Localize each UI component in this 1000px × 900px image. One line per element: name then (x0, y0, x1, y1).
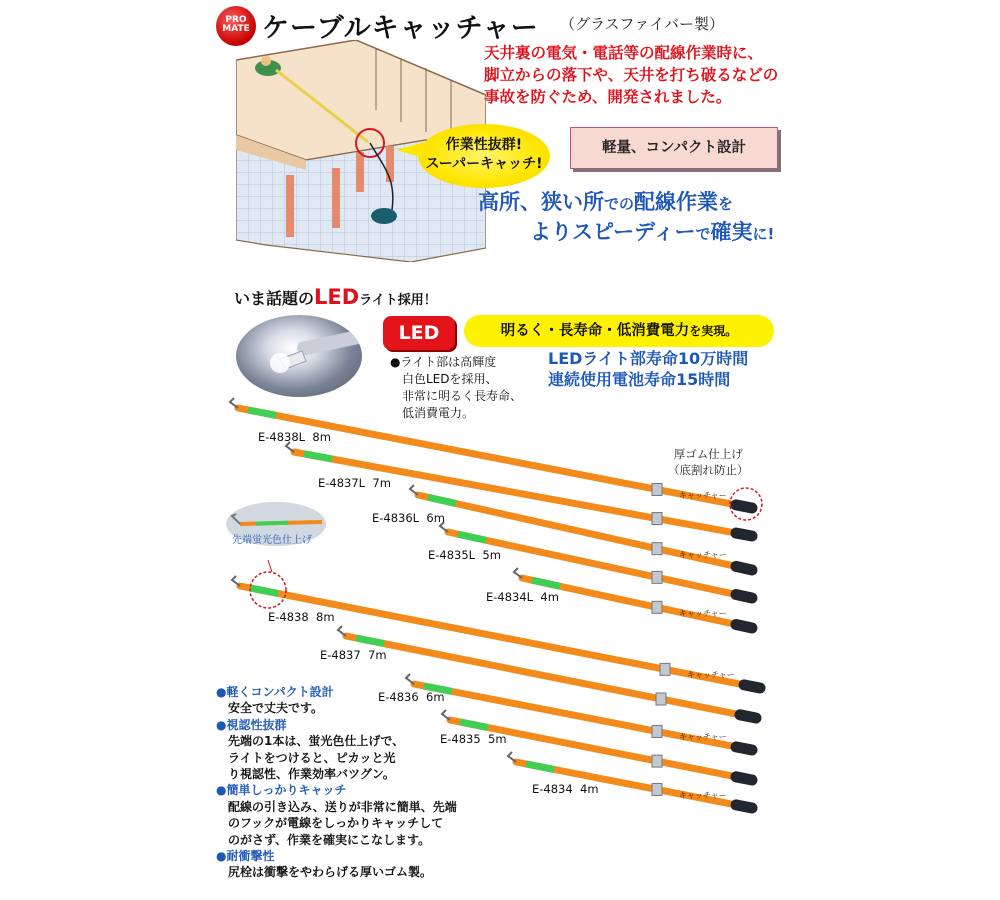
page-title: ケーブルキャッチャー (262, 13, 539, 44)
fluorescent-tip-label: 先端蛍光色仕上げ (232, 535, 312, 546)
led-heading-part: ライト採用！ (359, 293, 437, 308)
rubber-end-cap (736, 595, 752, 598)
hook-icon (406, 674, 414, 684)
slogan-part: で (695, 225, 711, 243)
rod-fluorescent-tip (304, 454, 332, 459)
model-label: E-4837 7m (320, 648, 387, 662)
led-desc-line: 非常に明るく長寿命、 (402, 389, 523, 403)
rod-clamp (652, 725, 662, 737)
feature-body: 尻栓は衝撃をやわらげる厚いゴム製。 (228, 865, 433, 880)
slogan-part: 配線作業 (634, 190, 719, 214)
led-desc-line: ●ライト部は高輝度 (390, 355, 497, 369)
logo-text-bottom: MATE (222, 24, 250, 35)
model-label: E-4835L 5m (428, 548, 501, 562)
rod-shaft (448, 532, 740, 595)
intro-lead-line: 脚立からの落下や、天井を打ち破るなどの (484, 66, 779, 84)
led-heading-part: いま話題の (234, 289, 315, 308)
led-life-line: LEDライト部寿命10万時間 (548, 349, 749, 368)
page-subtitle: （グラスファイバー製） (560, 15, 724, 33)
feature-body: のフックが電線をしっかりキャッチして (228, 816, 444, 831)
rod-fluorescent-tip (250, 588, 278, 593)
hook-icon (232, 576, 240, 586)
rod-fluorescent-tip (526, 764, 554, 769)
feature-body: 先端の1本は、蛍光色仕上げで、 (228, 734, 405, 749)
rod-clamp (652, 543, 662, 555)
rod-clamp (652, 755, 662, 767)
tip-pointer (268, 560, 272, 572)
feature-title: ●耐衝撃性 (216, 849, 275, 864)
rubber-end-cap (744, 685, 760, 688)
features-list (216, 684, 516, 881)
battery-life-line: 連続使用電池寿命15時間 (548, 370, 731, 389)
rubber-end-cap (736, 566, 752, 570)
slogan-part: 確実 (710, 220, 753, 244)
rod-clamp (656, 693, 666, 705)
compact-design-box: 軽量、コンパクト設計 (570, 127, 778, 169)
rubber-end-cap (736, 625, 752, 628)
rubber-end-cap (736, 777, 752, 780)
logo-text-top: PRO (225, 15, 247, 25)
hook-icon (338, 626, 346, 636)
model-label: E-4838 8m (268, 610, 335, 624)
led-desc-line: 白色LEDを採用、 (402, 372, 498, 386)
hook-icon (514, 568, 522, 578)
rod-brand-label: キャッチャー (679, 490, 727, 500)
feature-title: ●軽くコンパクト設計 (216, 685, 334, 699)
feature-body: のがさず、作業を確実にこなします。 (228, 832, 431, 847)
slogan-part: に! (752, 225, 775, 243)
intro-lead-line: 事故を防ぐため、開発されました。 (484, 88, 732, 106)
model-label: E-4836 6m (378, 690, 445, 704)
rod-brand-label: キャッチャー (679, 550, 727, 560)
feature-body: 安全で丈夫です。 (228, 701, 324, 716)
model-label: E-4834L 4m (486, 590, 559, 604)
slogan-part: を (718, 195, 734, 213)
slogan-part: での (604, 195, 635, 213)
led-badge: LED (383, 316, 455, 350)
model-label: E-4834 4m (532, 782, 599, 796)
rod-fluorescent-tip (428, 497, 456, 503)
rod-brand-label: キャッチャー (679, 732, 727, 742)
rod-clamp (652, 484, 662, 496)
led-heading-led: LED (314, 285, 360, 309)
model-label: E-4837L 7m (318, 476, 391, 490)
rubber-end-cap (736, 805, 752, 808)
rod-fluorescent-tip (458, 534, 486, 540)
rod-brand-label: キャッチャー (679, 609, 727, 619)
feature-title: ●視認性抜群 (216, 717, 287, 732)
rod-clamp (652, 783, 662, 795)
rod-fluorescent-tip (356, 638, 384, 644)
callout-line: 作業性抜群! (445, 137, 523, 153)
rubber-note-line: 厚ゴム仕上げ (673, 447, 743, 461)
rubber-end-cap (736, 747, 752, 750)
hook-icon (230, 398, 238, 408)
rubber-end-cap (740, 715, 756, 718)
led-banner-suffix: を実現。 (689, 324, 738, 338)
slogan-part: 高所、狭い所 (478, 190, 604, 214)
rod-clamp (652, 571, 662, 583)
rod-fluorescent-tip (248, 410, 276, 415)
rod-brand-label: キャッチャー (679, 790, 727, 800)
led-banner-main: 明るく・長寿命・低消費電力 (500, 323, 690, 339)
rod-clamp (660, 663, 670, 675)
model-label: E-4835 5m (440, 732, 507, 746)
callout-line: スーパーキャッチ! (425, 156, 543, 172)
feature-title: ●簡単しっかりキャッチ (216, 783, 347, 798)
intro-lead-line: 天井裏の電気・電話等の配線作業時に、 (484, 44, 764, 62)
rod-brand-label: キャッチャー (687, 670, 735, 680)
feature-body: り視認性、作業効率バツグン。 (228, 767, 395, 782)
rod-fluorescent-tip (532, 580, 560, 586)
model-label: E-4838L 8m (258, 430, 331, 444)
rubber-note-line: （底割れ防止） (668, 463, 749, 477)
slogan-part: よりスピーディー (530, 220, 696, 244)
model-label: E-4836L 6m (372, 511, 445, 525)
rod-clamp (652, 513, 662, 525)
rubber-end-cap (736, 505, 752, 508)
feature-body: 配線の引き込み、送りが非常に簡単、先端 (228, 799, 457, 814)
hook-icon (410, 485, 418, 495)
rubber-end-cap (736, 533, 752, 536)
led-desc-line: 低消費電力。 (402, 406, 475, 420)
feature-body: ライトをつけると、ピカッと光 (228, 750, 396, 765)
rod-clamp (652, 601, 662, 613)
